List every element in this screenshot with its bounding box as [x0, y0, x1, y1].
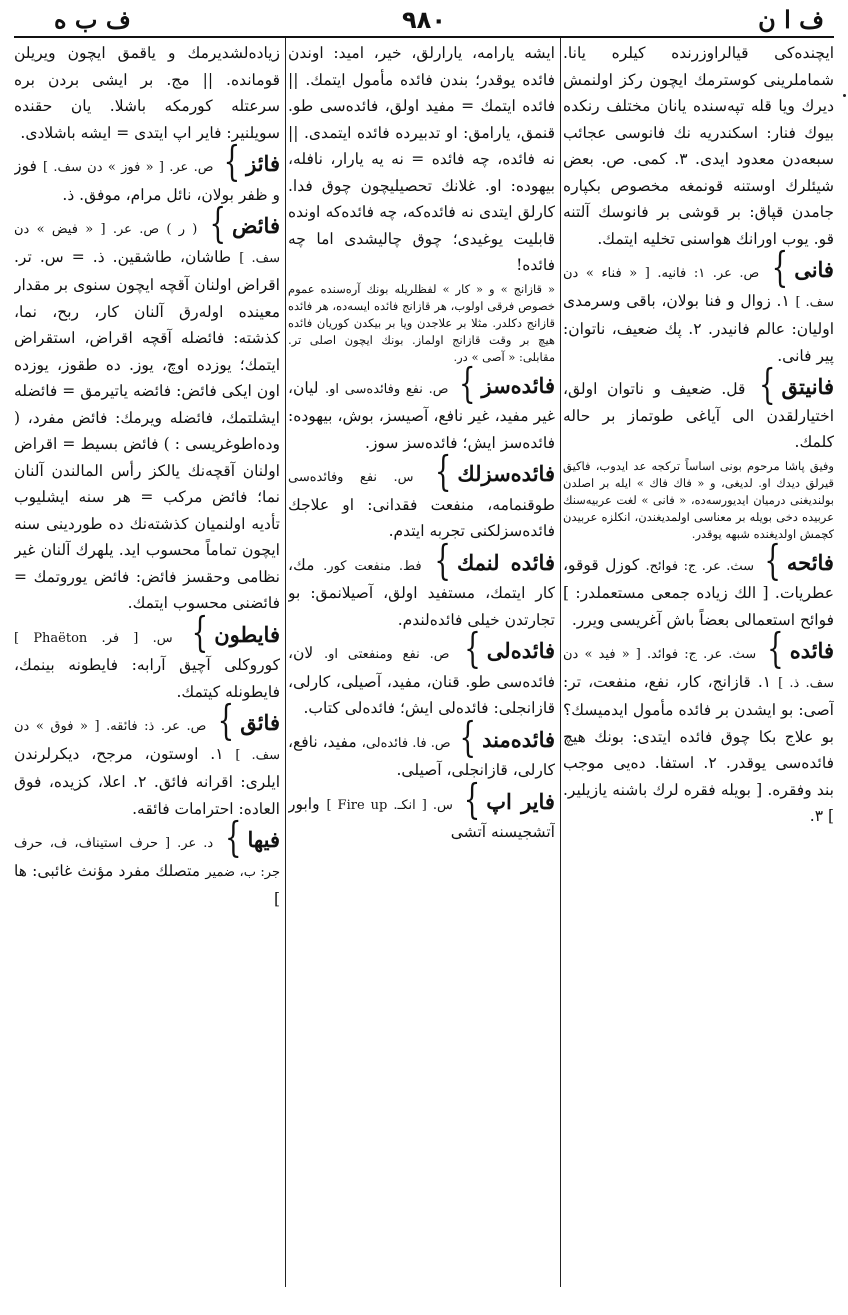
brace-icon: } [764, 537, 781, 586]
brace-icon: } [434, 537, 451, 586]
brace-icon: } [771, 244, 789, 293]
entry-text: ايشه يارامه، يارارلق، خير، اميد: اوندن فائده يوقدر؛ بندن فائده مأمول ايتمك. || فائده ايتمك = مفيد اولق، فائده‌سى طو. قنمق، يارامق: او تدبيرده فائده ايتمدى. || نه فائده، چه فائده = نه يه يارار، نافله، بيهوده: او. غلانك تحصيليچون چوق فدا. كارلق ايتدى نه فائده‌كه، چه فائده‌كه اونده قابليت يوغيدى؛ چوق چاليشدى اما چه فائده! [288, 44, 555, 274]
dictionary-entry [288, 776, 555, 846]
header-guide-word-right: ف ا ن [758, 5, 824, 34]
entry-grammar: ص. عر. ذ: فائقه. [ « فوق » دن سف. ] [14, 719, 280, 763]
entry-grammar: س. نفع وفائده‌سى [288, 470, 414, 485]
entry-text: قل. ضعيف و ناتوان اولق، اختيارلقدن الى آياغى طوتماز بر حاله كلمك. [563, 380, 834, 451]
column-rule [560, 38, 561, 1287]
headword: فائحه [786, 549, 834, 575]
entry-grammar: ص. عر. [ « فوز » دن سف. ] [43, 160, 214, 175]
continued-entry [288, 40, 555, 366]
entry-note: وفيق پاشا مرحوم بونى اساساً تركجه عد ايدوب، فاكيق قيرلق ديدك او. لديغى، و « فاك فاك » ايله بر اصلدن بولنديغنى درميان ايديورسه‌ده، « فانى » لغت عربيه‌سنك عربيده دخى بويله بر معناسى اولمديغندن، انكلزه عربيدن كچمش اولديغنده شبهه يوقدر. [563, 458, 834, 541]
brace-icon: } [463, 776, 481, 825]
dictionary-entry [14, 697, 280, 822]
entry-grammar: د. عر. [ حرف استيناف، ف، حرف جر: ب، ضمير [14, 836, 280, 880]
entry-grammar: ( ر ) ص. عر. [ « فيض » دن سف. ] [14, 222, 280, 266]
headword: فائده‌سزلك [457, 461, 555, 486]
entry-text: زياده‌لشديرمك و ياقمق ايچون ويريلن قومانده. || مج. بر ايشى بردن بره سرعتله كورمكه باشلا. يان حقنده سويلنير: فاير اپ ايتدى = ايشه باشلادى. [14, 44, 280, 142]
brace-icon: } [459, 714, 477, 763]
headword: فائده‌مند [482, 726, 555, 752]
brace-icon: } [464, 625, 481, 674]
dictionary-entry [563, 361, 834, 543]
entry-grammar: ص. نفع وفائده‌سى او. [325, 381, 449, 397]
headword: فيها [247, 827, 280, 852]
continued-entry [563, 40, 834, 252]
headword: فايطون [214, 621, 280, 647]
headword: فاير اپ [486, 788, 555, 814]
brace-icon: } [458, 360, 476, 409]
entry-text: طاشان، طاشقين. ذ. = س. تر. اقراض اولنان آقچه ايچون سنوى بر مقدار معينده اوله‌رق آلنان كار، ربح، نما، كذشته: فائضله آقچه اقراض، استقراض ايتمك؛ يوزده اوچ، يوز. ده طقوز، يوزده اون ايكى فائض: فائضه ياتيرمق = فائضله ايشلتمك، فائضله ويرمك: فائض مفرد، ( وده‌اطوغريسى : ) فائض بسيط = اقراض اولنان آقچه‌نك يالكز رأس المالندن آلنان نما؛ فائض مركب = هر سنه ايشليوب تأديه اولنميان كذشته‌نك ده طوردينى سنه ايچون تماماً محسوب ايد. يلهرك آلنان غير نظامى وحقسز فائض: فائض يوروتمك = فائضنى محسوب ايتمك. [14, 247, 280, 612]
headword: فائده‌لى [486, 638, 555, 663]
brace-icon: } [758, 361, 776, 410]
header-guide-word-left: ف ب ه [54, 5, 131, 34]
headword: فائده لنمك [456, 549, 555, 575]
entry-grammar: س. [ انكـ. Fire up ] [326, 797, 453, 813]
headword: فائده [789, 638, 834, 663]
headword: فائز [246, 151, 280, 176]
entry-text: طوقنمامه، منفعت فقدانى: او علاجك فائده‌سزلكنى تجربه ايتدم. [288, 495, 555, 540]
dictionary-entry [14, 138, 280, 208]
continued-entry [14, 40, 280, 146]
entry-grammar: سث. عر. ج: فوائد. [ « فيد » دن سف. ذ. ] [563, 647, 834, 691]
brace-icon: } [209, 200, 226, 249]
headword: فانيتق [781, 374, 834, 399]
dictionary-entry [563, 537, 834, 634]
headword: فائق [240, 710, 280, 735]
entry-text: كوزل قوقو، عطريات. [ الك زياده جمعى مستعملدر: ] فوائح استعمالى بعضاً باش آغريسى ويرر. [563, 555, 834, 629]
dictionary-entry [14, 814, 280, 913]
dictionary-entry [288, 537, 555, 634]
dictionary-entry [14, 200, 280, 617]
column-1 [563, 40, 834, 1285]
page-number: ٩٨٠ [402, 6, 446, 34]
dictionary-entry [14, 609, 280, 706]
entry-text: مك، كار ايتمك، مستفيد اولق، آصيلانمق: بو تجارتدن خيلى فائده‌لندم. [288, 555, 555, 629]
dictionary-entry [563, 244, 834, 369]
page-header [14, 4, 834, 38]
entry-grammar: ص. فا. فائده‌لى، [361, 735, 451, 751]
entry-note: « قازانج » و « كار » لفظلريله بونك آره‌سنده عموم خصوص فرقى اولوب، هر قازانج فائده ايسه‌ده، هر فائده قازانج دكلدر. مثلا بر علاجدن ويا بر بيكدن كوريان فائده هيچ بر وقت قازانج اولماز. بونك ايچون اصلى تر. مقابلى: « آصى » در. [288, 281, 555, 364]
entry-text: وابور آتشجيسنه آتشى [288, 794, 555, 841]
entry-text: ١. اوستون، مرجح، ديكرلرندن ايلرى: اقرانه فائق. ٢. اعلا، كزيده، فوق العاده: احترامات فائقه. [14, 744, 280, 818]
entry-grammar: فط. منفعت كور. [323, 558, 422, 574]
headword: فائده‌سز [481, 372, 555, 398]
entry-text: ١. قازانج، كار، نفع، منفعت، تر: آصى: بو ايشدن بر فائده مأمول ايدميسك؟ بو علاج بكا چوق فائده ايتدى: بونك هيچ فائده‌سى يوقدر. ٢. استفا. دەيى موجب بند وفقره. [ بويله فقره لرك باشنه يازيلير. ] ٣. [563, 672, 834, 825]
column-rule [285, 38, 286, 1287]
entry-text: مفيد، نافع، كارلى، قازانجلى، آصيلى. [288, 732, 555, 779]
entry-text: ١. زوال و فنا بولان، باقى وسرمدى اوليان: عالم فانيدر. ٢. پك ضعيف، ناتوان: پير فانى. [563, 291, 834, 365]
entry-grammar: سث. عر. ج: فوائح. [645, 558, 755, 574]
entry-text: لان، فائده‌سى طو. قنان، مفيد، آصيلى، كارلى، قازانجلى: فائده‌لى ايش؛ فائده‌لى كتاب. [288, 644, 555, 717]
dictionary-entry [288, 625, 555, 722]
entry-grammar: ص. نفع ومنفعتى او. [323, 647, 450, 662]
brace-icon: } [224, 814, 242, 863]
margin-mark [843, 94, 846, 97]
entry-text: فوز و ظفر بولان، نائل مرام، موفق. ذ. [14, 157, 280, 204]
headword: فائض [231, 213, 280, 238]
headword: فانى [794, 257, 834, 282]
column-2 [288, 40, 555, 1285]
entry-text: متصلك مفرد مؤنث غائبى: ها ] [14, 861, 280, 908]
dictionary-entry [288, 448, 555, 545]
brace-icon: } [767, 625, 784, 674]
brace-icon: } [191, 609, 209, 658]
entry-text: كوروكلى آچيق آرابه: فايطونه بينمك، فايطونله كيتمك. [14, 656, 280, 701]
brace-icon: } [223, 138, 241, 187]
entry-text: ليان، غير مفيد، غير نافع، آصيسز، بوش، بيهوده: فائده‌سز ايش؛ فائده‌سز سوز. [288, 378, 555, 452]
brace-icon: } [217, 697, 235, 746]
brace-icon: } [434, 448, 452, 497]
column-3 [14, 40, 280, 1285]
dictionary-entry [288, 714, 555, 784]
dictionary-entry [563, 625, 834, 830]
entry-text: ايچنده‌كى قيالراوزرنده كيلره يانا. شماملرينى كوسترمك ايچون ركز اولنمش ديرك ويا قله تپه‌سنده يانان مختلف رنكده بيوك فنار: اسكندريه نك فانوسى عجائب سبعه‌دن معدود ايدى. ٣. كمى. ص. بعض شيئلرك اوستنه قونمغه مخصوص بكپاره جامدن قپاق: بر قوشى بر فانوسك آلتنه قو. يوب اورانك هواسنى تخليه ايتمك. [563, 44, 834, 248]
dictionary-entry [288, 360, 555, 457]
entry-grammar: ص. عر. ١: فانيه. [ « فناء » دن سف. ] [563, 266, 834, 310]
entry-grammar: س. [ فر. Phaëton ] [14, 630, 173, 646]
